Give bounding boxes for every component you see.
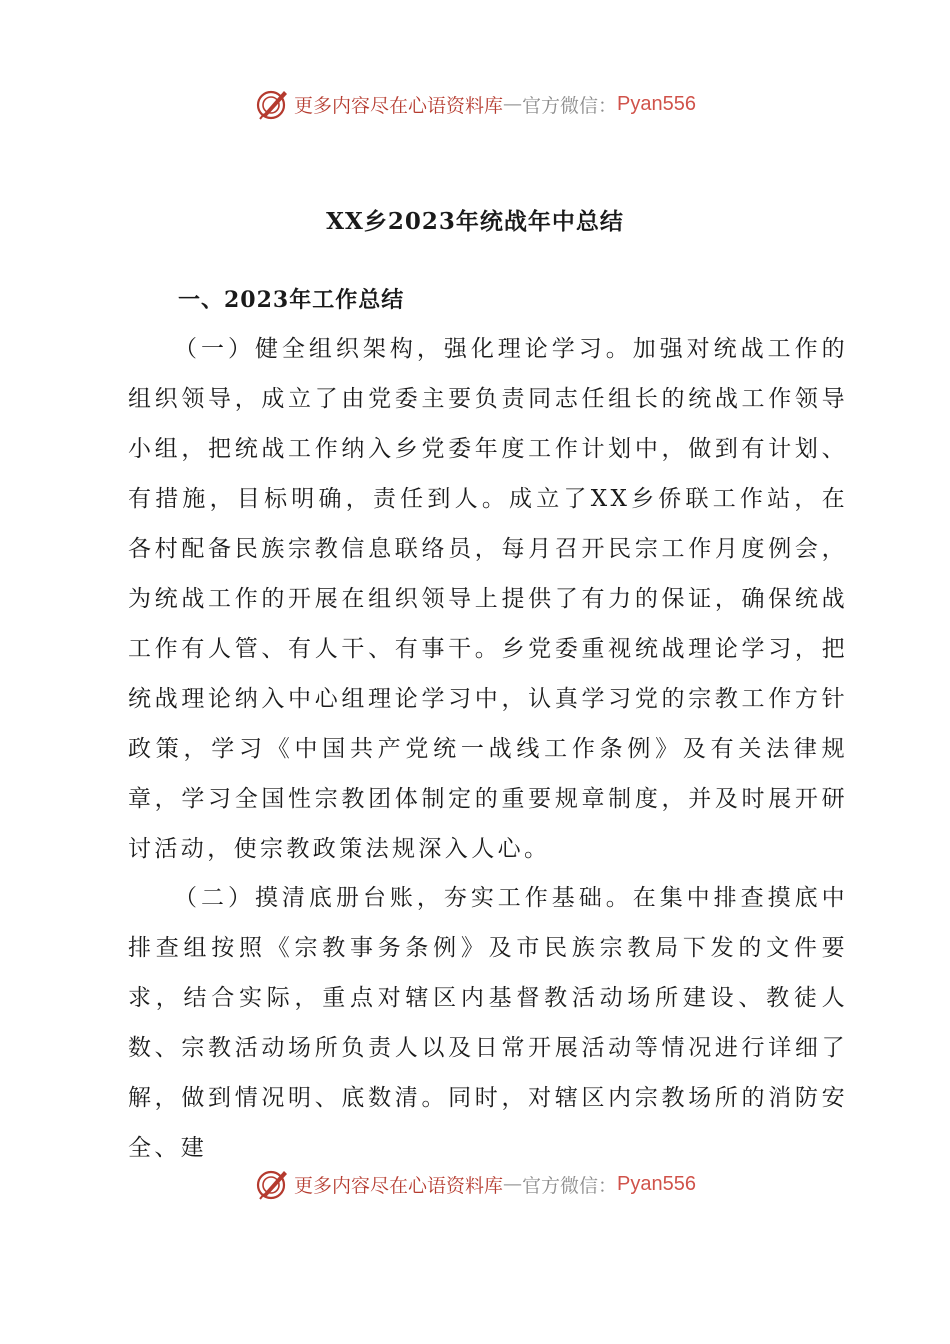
banner-separator: — [503, 1173, 523, 1195]
banner-wechat-id: Pyan556 [617, 1172, 696, 1195]
banner-text: 更多内容尽在心语资料库 [294, 94, 504, 117]
document-title: XX乡2023年统战年中总结 [326, 208, 624, 235]
quill-pen-logo-icon [254, 86, 290, 122]
header-watermark-banner [0, 84, 950, 124]
banner-wechat-id: Pyan556 [617, 92, 696, 115]
banner-wechat-label: 官方微信： [522, 94, 618, 117]
quill-pen-logo-icon [254, 1166, 290, 1202]
section-heading: 一、2023年工作总结 [178, 287, 405, 313]
banner-text: 更多内容尽在心语资料库 [294, 1174, 504, 1197]
banner-separator: — [503, 93, 523, 115]
body-paragraph-1: （一）健全组织架构，强化理论学习。加强对统战工作的组织领导，成立了由党委主要负责同志任组长的统战工作领导小组，把统战工作纳入乡党委年度工作计划中，做到有计划、有措施，目标明确，责任到人。成立了XX乡侨联工作站，在各村配备民族宗教信息联络员，每月召开民宗工作月度例会，为统战工作的开展在组织领导上提供了有力的保证，确保统战工作有人管、有人干、有事干。乡党委重视统战理论学习，把统战理论纳入中心组理论学习中，认真学习党的宗教工作方针政策，学习《中国共产党统一战线工作条例》及有关法律规章，学习全国性宗教团体制定的重要规章制度，并及时展开研讨活动，使宗教政策法规深入人心。 [128, 336, 848, 862]
banner-wechat-label: 官方微信： [522, 1174, 618, 1197]
footer-watermark-banner [0, 1164, 950, 1204]
body-paragraph-2: （二）摸清底册台账，夯实工作基础。在集中排查摸底中排查组按照《宗教事务条例》及市民族宗教局下发的文件要求，结合实际，重点对辖区内基督教活动场所建设、教徒人数、宗教活动场所负责人以及日常开展活动等情况进行详细了解，做到情况明、底数清。同时，对辖区内宗教场所的消防安全、建 [128, 885, 848, 1161]
